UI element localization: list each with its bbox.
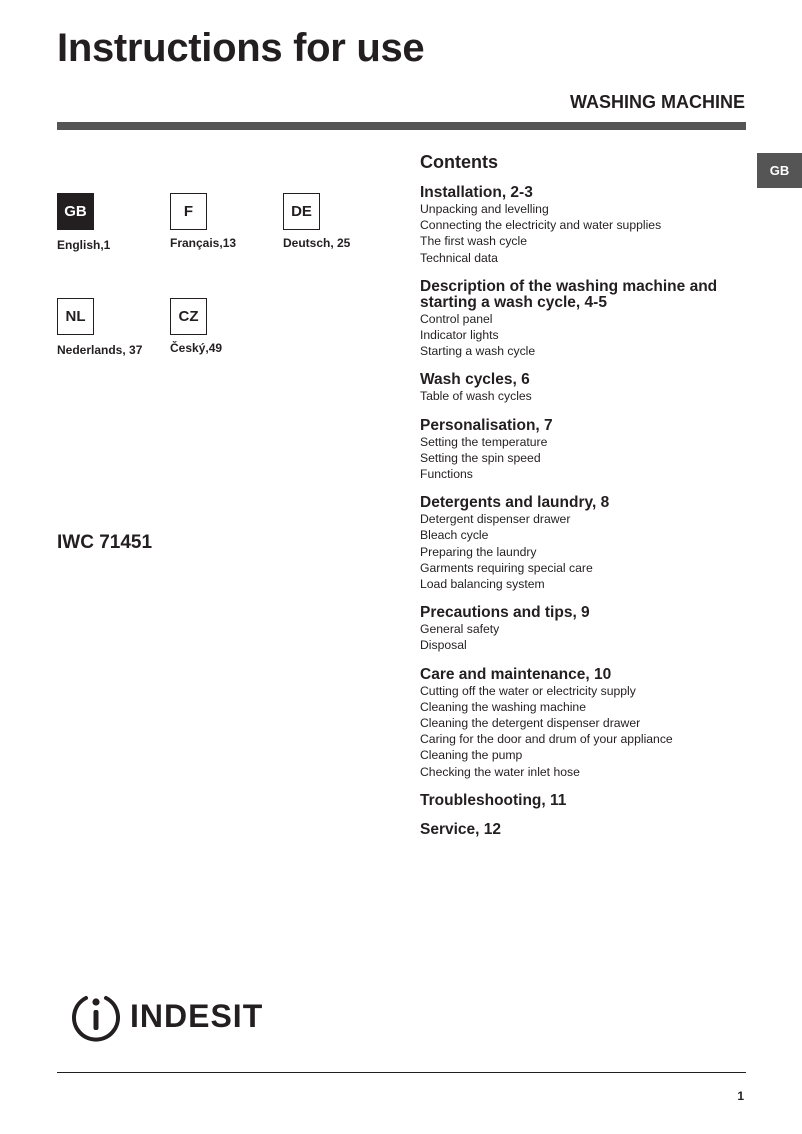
table-of-contents xyxy=(420,152,750,851)
language-code-box[interactable]: F xyxy=(170,193,207,230)
language-label[interactable]: Český,49 xyxy=(170,341,223,355)
language-label[interactable]: Nederlands, 37 xyxy=(57,343,143,357)
section-item[interactable]: Connecting the electricity and water supplies xyxy=(420,218,662,233)
language-cz[interactable] xyxy=(170,298,300,355)
section-item[interactable]: Garments requiring special care xyxy=(420,560,593,575)
section-item[interactable]: Control panel xyxy=(420,311,493,326)
section-item[interactable]: Table of wash cycles xyxy=(420,389,532,404)
section-item[interactable]: Caring for the door and drum of your appliance xyxy=(420,732,673,747)
language-label[interactable]: Français,13 xyxy=(170,236,237,250)
language-code-box[interactable]: NL xyxy=(57,298,94,335)
section-item[interactable]: Cleaning the detergent dispenser drawer xyxy=(420,716,641,731)
language-gb[interactable] xyxy=(57,193,187,252)
contents-section xyxy=(420,372,750,404)
section-item[interactable]: Cutting off the water or electricity supply xyxy=(420,683,636,698)
product-type: WASHING MACHINE xyxy=(570,92,745,112)
section-item[interactable]: Cleaning the pump xyxy=(420,748,523,763)
language-label[interactable]: Deutsch, 25 xyxy=(283,236,351,250)
language-code-box[interactable]: GB xyxy=(57,193,94,230)
contents-section xyxy=(420,822,750,838)
language-de[interactable] xyxy=(283,193,413,250)
section-item[interactable]: Functions xyxy=(420,467,473,482)
section-item[interactable]: Cleaning the washing machine xyxy=(420,699,586,714)
section-item[interactable]: The first wash cycle xyxy=(420,234,528,249)
contents-title: Contents xyxy=(420,152,498,172)
page-number: 1 xyxy=(737,1089,744,1103)
indesit-logo-icon xyxy=(70,990,122,1042)
section-item[interactable]: Unpacking and levelling xyxy=(420,202,549,216)
header-rule xyxy=(57,122,746,130)
language-label[interactable]: English,1 xyxy=(57,238,111,252)
section-item[interactable]: Bleach cycle xyxy=(420,528,489,543)
section-item[interactable]: Load balancing system xyxy=(420,577,545,592)
section-title[interactable]: Wash cycles, 6 xyxy=(420,371,530,389)
section-item[interactable]: Setting the spin speed xyxy=(420,450,541,465)
model-number: IWC 71451 xyxy=(57,532,153,553)
section-title[interactable]: Personalisation, 7 xyxy=(420,416,553,434)
section-title[interactable]: Description of the washing machine and starting a wash cycle, 4-5 xyxy=(420,277,718,311)
contents-section xyxy=(420,495,750,592)
section-item[interactable]: Indicator lights xyxy=(420,328,499,343)
contents-section xyxy=(420,185,750,266)
section-item[interactable]: Preparing the laundry xyxy=(420,544,537,559)
section-item[interactable]: Detergent dispenser drawer xyxy=(420,512,571,527)
page-title: Instructions for use xyxy=(57,26,425,70)
language-side-tab: GB xyxy=(757,153,802,188)
footer-rule xyxy=(57,1072,746,1073)
brand-logo xyxy=(70,990,263,1042)
section-title[interactable]: Care and maintenance, 10 xyxy=(420,665,612,683)
section-title[interactable]: Troubleshooting, 11 xyxy=(420,791,567,809)
language-code-box[interactable]: CZ xyxy=(170,298,207,335)
language-nl[interactable] xyxy=(57,298,187,357)
brand-name: INDESIT xyxy=(130,997,264,1034)
section-title[interactable]: Precautions and tips, 9 xyxy=(420,604,590,622)
language-f[interactable] xyxy=(170,193,300,250)
contents-section xyxy=(420,605,750,653)
section-item[interactable]: Setting the temperature xyxy=(420,434,548,449)
section-title[interactable]: Service, 12 xyxy=(420,820,502,838)
section-item[interactable]: Starting a wash cycle xyxy=(420,344,536,359)
contents-section xyxy=(420,667,750,780)
contents-section xyxy=(420,279,750,360)
section-item[interactable]: Technical data xyxy=(420,250,498,265)
section-title[interactable]: Installation, 2-3 xyxy=(420,184,533,201)
contents-section xyxy=(420,418,750,483)
contents-section xyxy=(420,793,750,809)
section-item[interactable]: Disposal xyxy=(420,638,467,653)
language-code-box[interactable]: DE xyxy=(283,193,320,230)
section-item[interactable]: General safety xyxy=(420,622,500,637)
section-item[interactable]: Checking the water inlet hose xyxy=(420,764,580,779)
section-title[interactable]: Detergents and laundry, 8 xyxy=(420,494,610,512)
